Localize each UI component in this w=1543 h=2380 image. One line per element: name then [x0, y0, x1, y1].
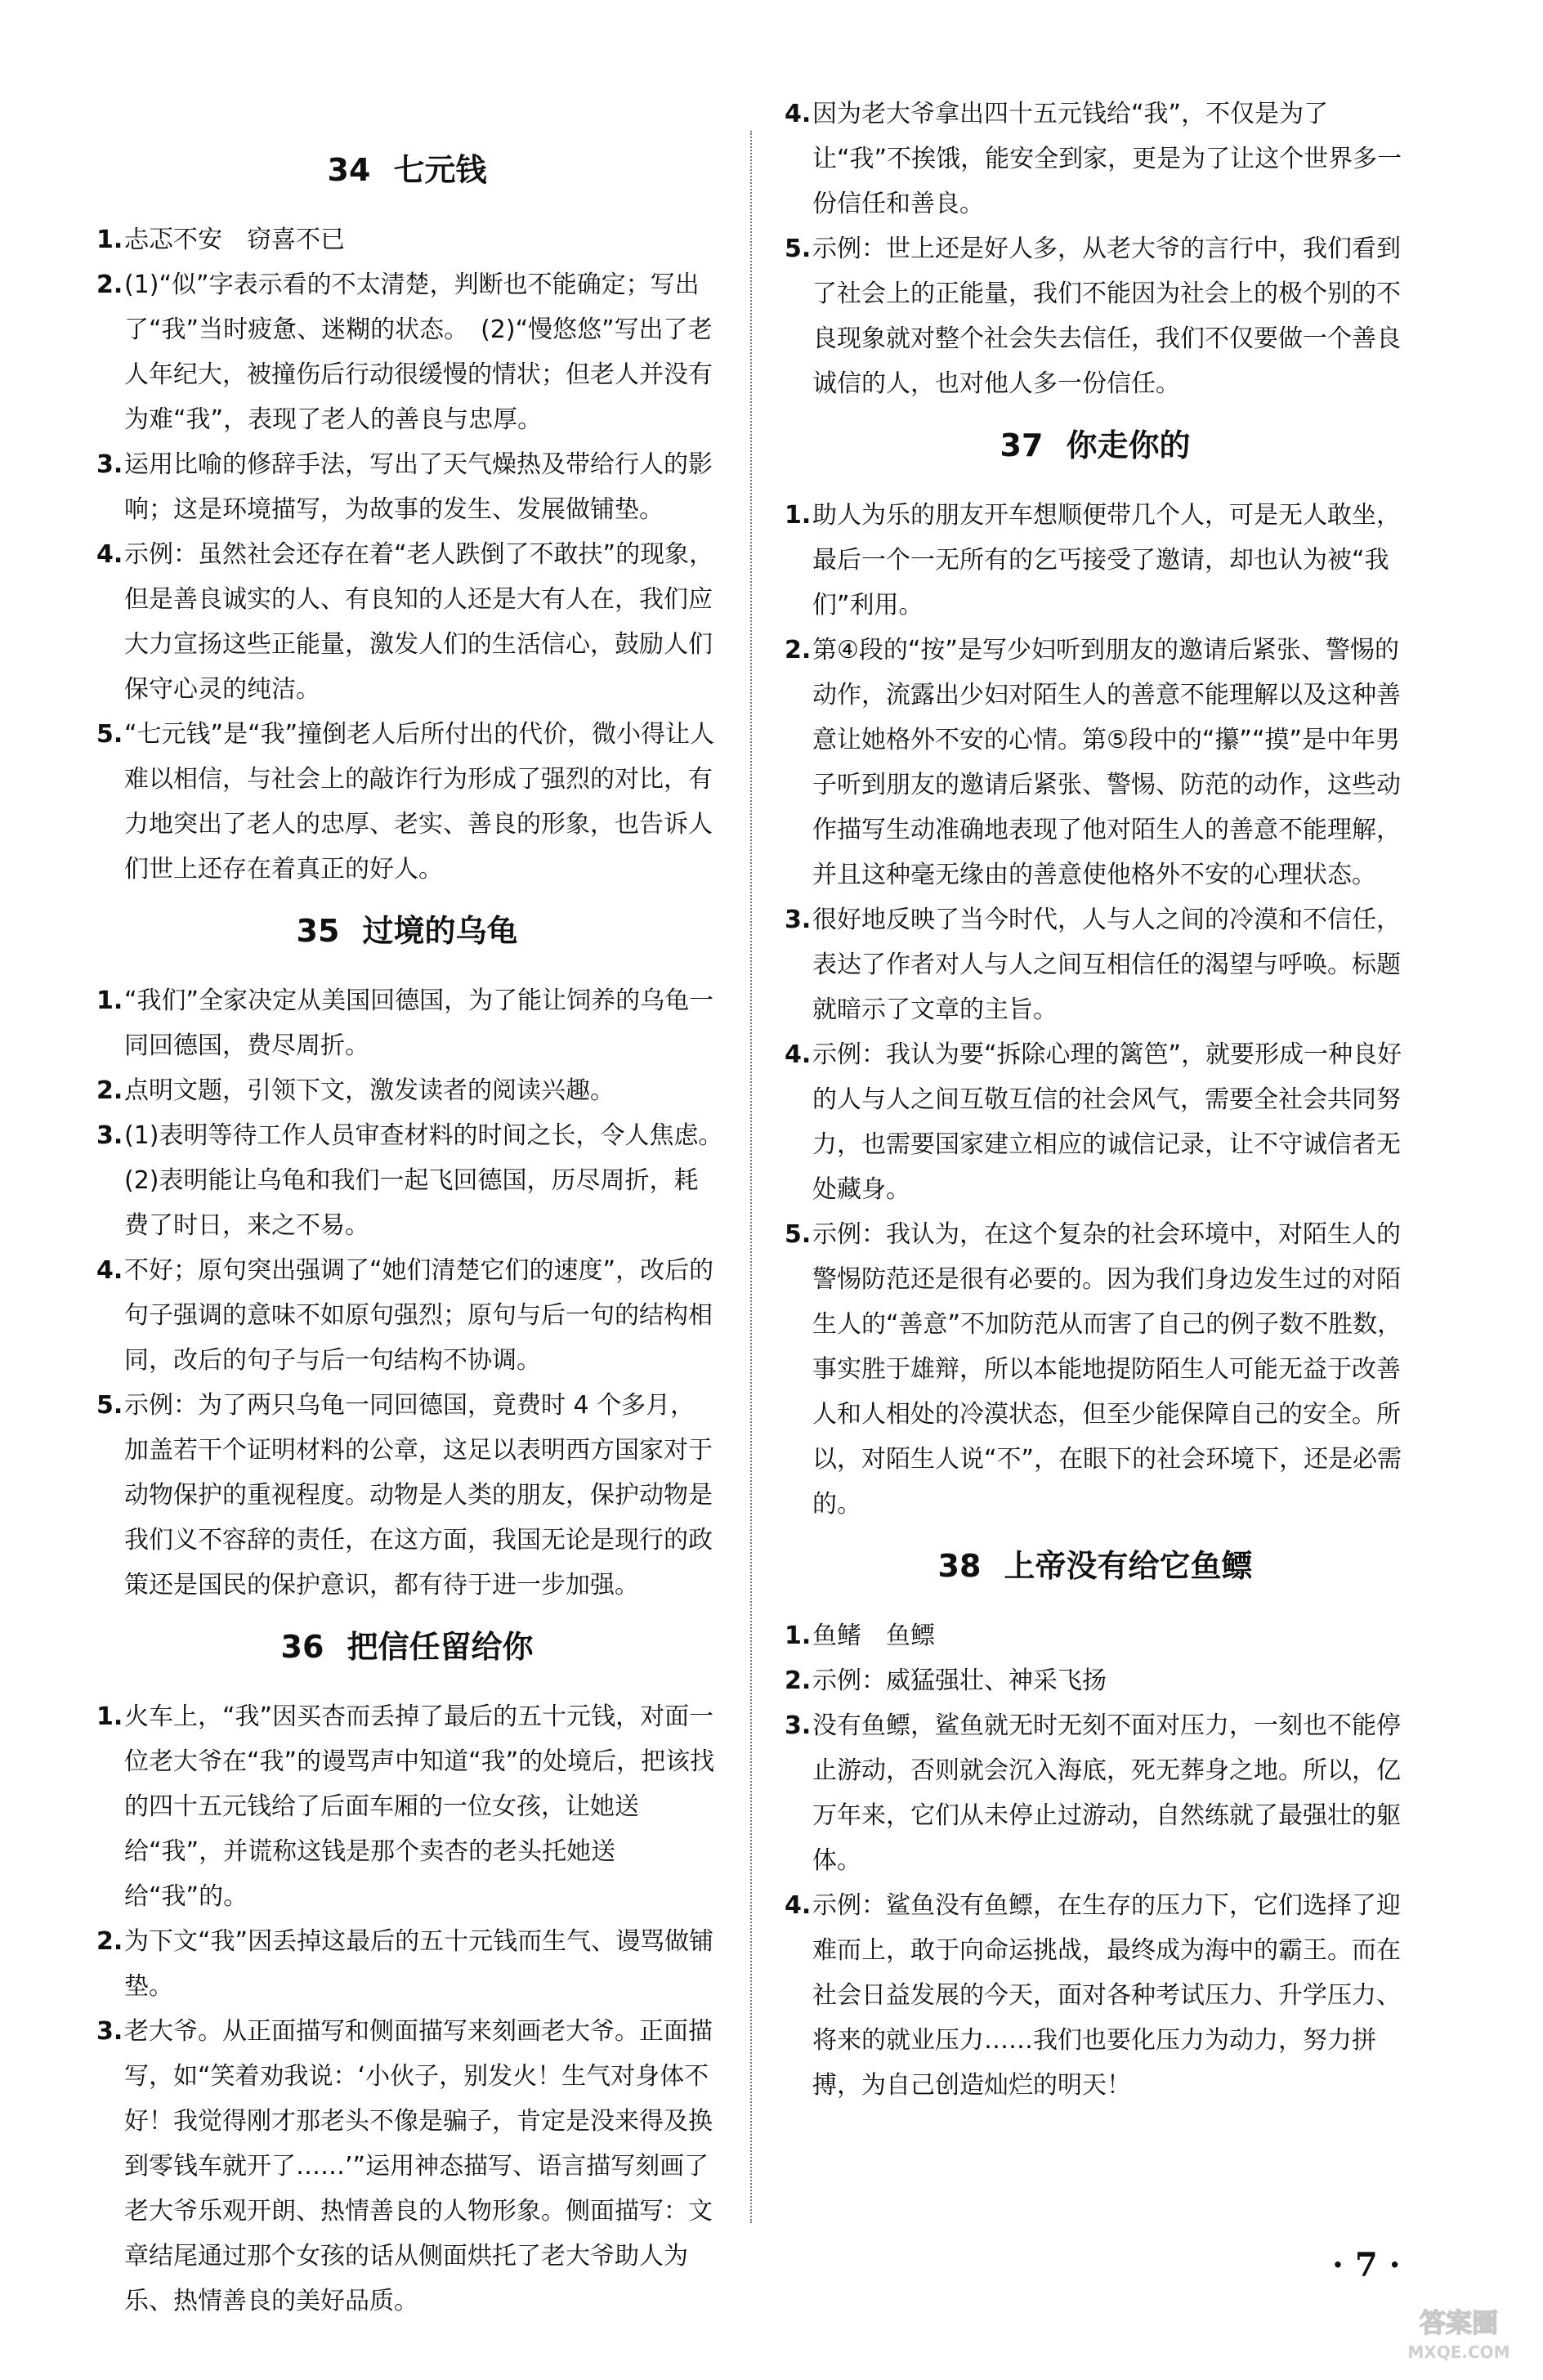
item-text: 忐忑不安 窃喜不已: [124, 226, 345, 254]
watermark-text-top: 答案圈: [1419, 2307, 1499, 2338]
item-number: 1.: [96, 1702, 123, 1731]
item-text: 老大爷。从正面描写和侧面描写来刻画老大爷。正面描写，如“笑着劝我说：‘小伙子，别发火！生气对身体不好！我觉得刚才那老头不像是骗子，肯定是没来得及换到零钱车就开了……’”运用神态描写、语言描写刻画了老大爷乐观开朗、热情善良的人物形象。侧面描写：文章结尾通过那个女孩的话从侧面烘托了老大爷助人为乐、热情善良的美好品质。: [124, 2017, 713, 2315]
answer-item: [96, 262, 718, 442]
answer-item: [96, 1919, 718, 2009]
item-text: 示例：鲨鱼没有鱼鳔，在生存的压力下，它们选择了迎难而上，敢于向命运挑战，最终成为海中的霸王。而在社会日益发展的今天，面对各种考试压力、升学压力、将来的就业压力……我们也要化压力为动力，努力拼搏，为自己创造灿烂的明天！: [812, 1891, 1401, 2100]
section-number: 35: [296, 913, 340, 949]
item-number: 2.: [785, 636, 812, 664]
answer-item: [785, 1883, 1406, 2108]
answer-item: [96, 1113, 736, 1248]
item-text: 示例：为了两只乌龟一同回德国，竟费时 4 个多月，加盖若干个证明材料的公章，这足以表明西方国家对于动物保护的重视程度。动物是人类的朋友，保护动物是我们义不容辞的责任，在这方面，我国无论是现行的政策还是国民的保护意识，都有待于进一步加强。: [124, 1391, 713, 1599]
section-title: [785, 1543, 1406, 1589]
section-title-text: 你走你的: [1066, 427, 1191, 463]
item-number: 1.: [785, 1622, 812, 1650]
item-number: 4.: [96, 1256, 123, 1285]
section-34: [96, 147, 718, 892]
item-text: 很好地反映了当今时代，人与人之间的冷漠和不信任，表达了作者对人与人之间互相信任的渴望与呼唤。标题就暗示了文章的主旨。: [812, 906, 1401, 1024]
item-number: 4.: [785, 100, 812, 128]
answer-item: [96, 532, 718, 712]
item-number: 3.: [785, 906, 812, 934]
answer-item: [785, 1658, 1406, 1703]
section-number: 34: [327, 152, 371, 188]
item-number: 1.: [785, 501, 812, 530]
section-title: [96, 147, 718, 193]
item-number: 5.: [96, 1391, 123, 1420]
item-number: 2.: [96, 271, 123, 299]
item-text: 助人为乐的朋友开车想顺便带几个人，可是无人敢坐，最后一个一无所有的乞丐接受了邀请，却也认为被“我们”利用。: [812, 501, 1401, 620]
item-text: 点明文题，引领下文，激发读者的阅读兴趣。: [124, 1076, 615, 1105]
item-text: 运用比喻的修辞手法，写出了天气燥热及带给行人的影响；这是环境描写，为故事的发生、发展做铺垫。: [124, 450, 713, 524]
answer-item: [96, 1248, 718, 1383]
left-column: [96, 131, 736, 2340]
item-text: 因为老大爷拿出四十五元钱给“我”，不仅是为了让“我”不挨饿，能安全到家，更是为了让这个世界多一份信任和善良。: [812, 100, 1402, 218]
section-37: [785, 423, 1406, 1527]
item-number: 1.: [96, 226, 123, 254]
item-text: 第④段的“按”是写少妇听到朋友的邀请后紧张、警惕的动作，流露出少妇对陌生人的善意不能理解以及这种善意让她格外不安的心情。第⑤段中的“攥”“摸”是中年男子听到朋友的邀请后紧张、警惕、防范的动作，这些动作描写生动准确地表现了他对陌生人的善意不能理解，并且这种毫无缘由的善意使他格外不安的心理状态。: [812, 636, 1401, 889]
item-number: 5.: [785, 235, 812, 263]
answer-item: [785, 1613, 1406, 1658]
section-36-continued: [785, 92, 1406, 406]
item-number: 3.: [96, 1121, 123, 1150]
item-text: 示例：我认为，在这个复杂的社会环境中，对陌生人的警惕防范还是很有必要的。因为我们身边发生过的对陌生人的“善意”不加防范从而害了自己的例子数不胜数，事实胜于雄辩，所以本能地提防陌生人可能无益于改善人和人相处的冷漠状态，但至少能保障自己的安全。所以，对陌生人说“不”，在眼下的社会环境下，还是必需的。: [812, 1220, 1402, 1519]
answer-item: [96, 978, 718, 1068]
section-38: [785, 1543, 1406, 2108]
item-number: 3.: [96, 2017, 123, 2046]
section-36: [96, 1624, 718, 2324]
item-text: 示例：虽然社会还存在着“老人跌倒了不敢扶”的现象，但是善良诚实的人、有良知的人还是大有人在，我们应大力宣扬这些正能量，激发人们的生活信心，鼓励人们保守心灵的纯洁。: [124, 540, 714, 704]
right-column: [785, 100, 1406, 2124]
answer-item: [785, 1703, 1406, 1883]
section-title: [96, 908, 718, 954]
answer-item: [785, 628, 1406, 897]
section-number: 38: [937, 1548, 982, 1584]
answer-item: [785, 92, 1406, 226]
item-number: 5.: [96, 720, 123, 749]
answer-item: [96, 217, 718, 262]
section-number: 36: [280, 1629, 324, 1665]
section-title-text: 把信任留给你: [347, 1629, 534, 1665]
item-text: 为下文“我”因丢掉这最后的五十元钱而生气、谩骂做铺垫。: [124, 1927, 714, 2001]
item-text: 没有鱼鳔，鲨鱼就无时无刻不面对压力，一刻也不能停止游动，否则就会沉入海底，死无葬身之地。所以，亿万年来，它们从未停止过游动，自然练就了最强壮的躯体。: [812, 1711, 1401, 1875]
section-title-text: 七元钱: [393, 152, 487, 188]
answer-item: [785, 897, 1406, 1032]
answer-item: [96, 712, 718, 892]
answer-item: [785, 1212, 1406, 1527]
item-number: 3.: [785, 1711, 812, 1740]
section-title-text: 过境的乌龟: [362, 913, 518, 949]
item-text: “我们”全家决定从美国回德国，为了能让饲养的乌龟一同回德国，费尽周折。: [124, 986, 714, 1060]
section-title: [785, 423, 1406, 468]
section-title: [96, 1624, 718, 1670]
answer-item: [785, 1032, 1406, 1212]
item-number: 2.: [96, 1927, 123, 1956]
item-number: 3.: [96, 450, 123, 479]
section-35: [96, 908, 736, 1608]
answer-item: [96, 1383, 718, 1608]
item-text: 示例：我认为要“拆除心理的篱笆”，就要形成一种良好的人与人之间互敬互信的社会风气，需要全社会共同努力，也需要国家建立相应的诚信记录，让不守诚信者无处藏身。: [812, 1040, 1402, 1204]
item-number: 4.: [785, 1891, 812, 1920]
answer-item: [96, 1694, 718, 1919]
answer-item: [96, 2009, 718, 2324]
item-text: (1)表明等待工作人员审查材料的时间之长，令人焦虑。 (2)表明能让乌龟和我们一起飞回德国，历尽周折，耗费了时日，来之不易。: [124, 1121, 736, 1240]
item-number: 2.: [96, 1076, 123, 1105]
item-number: 5.: [785, 1220, 812, 1249]
answer-item: [785, 226, 1406, 406]
watermark-text-bottom: MXQE.COM: [1407, 2342, 1510, 2362]
item-text: 示例：威猛强壮、神采飞扬: [812, 1666, 1107, 1695]
item-number: 4.: [785, 1040, 812, 1069]
item-number: 2.: [785, 1666, 812, 1695]
item-number: 4.: [96, 540, 123, 569]
watermark-logo: [1389, 2301, 1528, 2366]
answer-item: [96, 1068, 718, 1113]
item-number: 1.: [96, 986, 123, 1015]
column-divider: [750, 131, 752, 2223]
item-text: 鱼鳍 鱼鳔: [812, 1622, 935, 1650]
item-text: “七元钱”是“我”撞倒老人后所付出的代价，微小得让人难以相信，与社会上的敲诈行为形成了强烈的对比，有力地突出了老人的忠厚、老实、善良的形象，也告诉人们世上还存在着真正的好人。: [124, 720, 715, 884]
section-title-text: 上帝没有给它鱼鳔: [1004, 1548, 1253, 1584]
item-text: 示例：世上还是好人多，从老大爷的言行中，我们看到了社会上的正能量，我们不能因为社会上的极个别的不良现象就对整个社会失去信任，我们不仅要做一个善良诚信的人，也对他人多一份信任。: [812, 235, 1401, 398]
item-text: 火车上，“我”因买杏而丢掉了最后的五十元钱，对面一位老大爷在“我”的谩骂声中知道“我”的处境后，把该找的四十五元钱给了后面车厢的一位女孩，让她送给“我”，并谎称这钱是那个卖杏的老头托她送给“我”的。: [124, 1702, 715, 1911]
answer-item: [96, 442, 718, 532]
item-text: 不好；原句突出强调了“她们清楚它们的速度”，改后的句子强调的意味不如原句强烈；原句与后一句的结构相同，改后的句子与后一句结构不协调。: [124, 1256, 714, 1375]
page-number: · 7 ·: [1332, 2246, 1401, 2284]
answer-item: [785, 493, 1406, 628]
section-number: 37: [1000, 427, 1044, 463]
item-text: (1)“似”字表示看的不太清楚，判断也不能确定；写出了“我”当时疲惫、迷糊的状态。 (2)“慢悠悠”写出了老人年纪大，被撞伤后行动很缓慢的情状；但老人并没有为难“我”，表现了老人的善良与忠厚。: [124, 271, 713, 434]
